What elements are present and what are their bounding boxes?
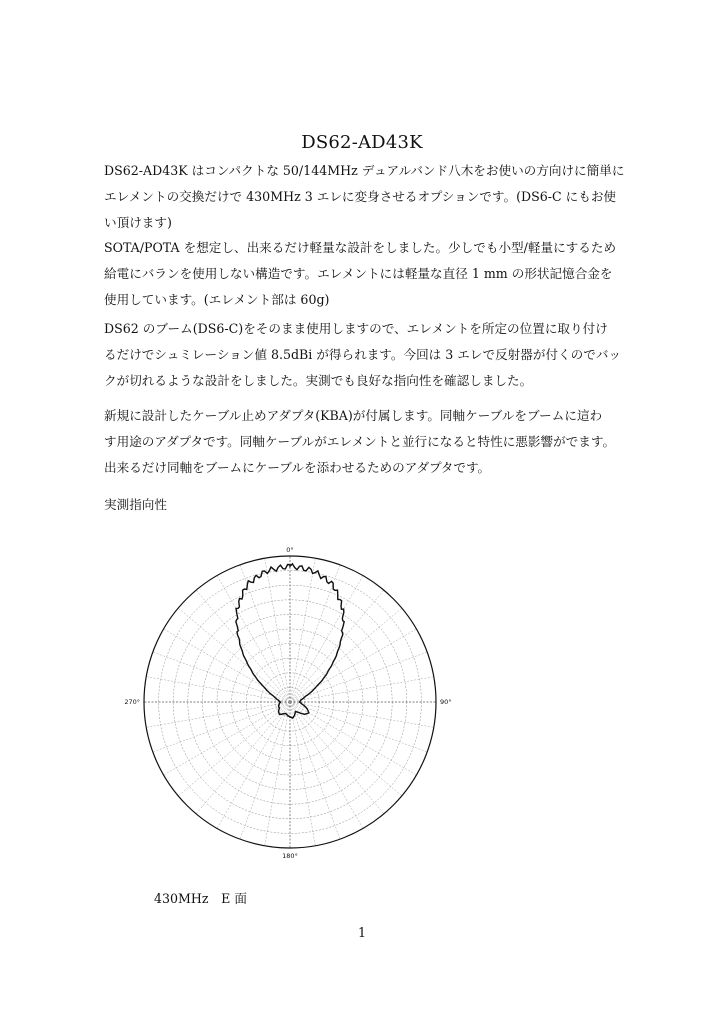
paragraph-intro (104, 158, 624, 313)
section-label: 実測指向性 (104, 497, 167, 512)
text-line: 給電にバランを使用しない構造です。エレメントには軽量な直径 1 mm の形状記憶合金を (104, 266, 613, 282)
angle-label-0: 0° (286, 546, 294, 554)
polar-grid (144, 556, 436, 848)
chart-caption: 430MHz E 面 (154, 891, 247, 906)
grid-spoke (153, 652, 290, 702)
text-line: DS62 のブーム(DS6-C)をそのまま使用しますので、エレメントを所定の位置に取り付け (104, 321, 608, 336)
text-line: DS62-AD43K はコンパクトな 50/144MHz デュアルバンド八木をお使いの方向けに簡単に (104, 163, 625, 178)
polar-pattern-chart (124, 542, 452, 862)
text-line: るだけでシュミレーション値 8.5dBi が得られます。今回は 3 エレで反射器が付くのでバッ (104, 346, 622, 362)
angle-label-90: 90° (440, 698, 452, 706)
grid-spoke (153, 702, 290, 752)
text-line: す用途のアダプタです。同軸ケーブルがエレメントと並行になると特性に悪影響がでます。 (104, 433, 616, 449)
angle-label-270: 270° (124, 698, 140, 706)
paragraph-adapter (104, 403, 624, 480)
grid-spoke (196, 590, 290, 702)
grid-spoke (178, 608, 290, 702)
text-line: 使用しています。(エレメント部は 60g) (104, 291, 330, 307)
text-line: クが切れるような設計をしました。実測でも良好な指向性を確認しました。 (104, 372, 533, 388)
text-line: エレメントの交換だけで 430MHz 3 エレに変身させるオプションです。(DS6-C にもお使 (104, 188, 617, 204)
grid-spoke (290, 590, 384, 702)
paragraph-boom (104, 316, 624, 393)
document-title: DS62-AD43K (301, 132, 423, 153)
text-line: い頂けます) (104, 214, 172, 230)
angle-label-180: 180° (282, 852, 298, 860)
page-number: 1 (357, 925, 366, 940)
text-line: SOTA/POTA を想定し、出来るだけ軽量な設計をしました。少しでも小型/軽量にするため (104, 240, 617, 256)
text-line: 新規に設計したケーブル止めアダプタ(KBA)が付属します。同軸ケーブルをブームに這わ (104, 408, 603, 423)
grid-spoke (178, 702, 290, 796)
text-line: 出来るだけ同軸をブームにケーブルを添わせるためのアダプタです。 (104, 459, 491, 475)
